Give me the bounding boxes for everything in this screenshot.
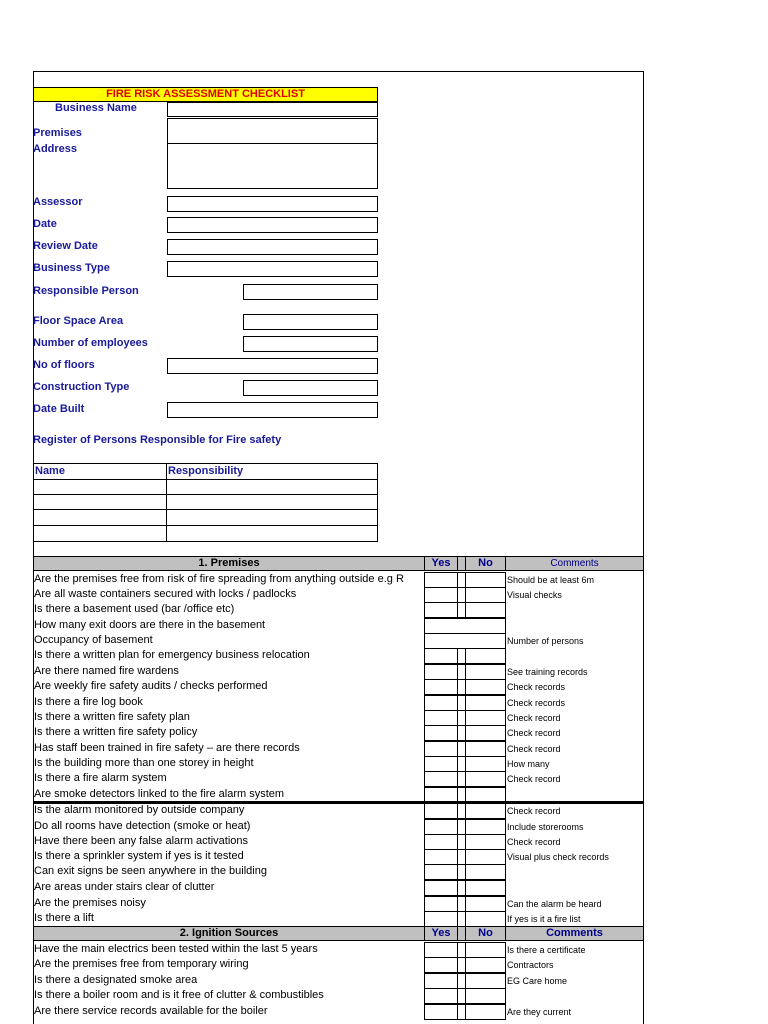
comment-text: EG Care home <box>507 976 568 986</box>
label-date: Date <box>33 218 57 230</box>
no-checkbox[interactable] <box>465 572 506 588</box>
comment-text: Check record <box>507 837 561 847</box>
label-business-type: Business Type <box>33 262 110 274</box>
register-cell[interactable] <box>33 479 167 495</box>
question-text: Has staff been trained in fire safety – are there records <box>34 742 300 754</box>
comment-text: Contractors <box>507 960 554 970</box>
no-checkbox[interactable] <box>465 803 506 819</box>
comment-text: Include storerooms <box>507 822 584 832</box>
section1-no-header: No <box>465 556 506 571</box>
yes-checkbox[interactable] <box>424 679 458 695</box>
label-date-built: Date Built <box>33 403 85 415</box>
no-checkbox[interactable] <box>465 1004 506 1020</box>
yes-checkbox[interactable] <box>424 973 458 989</box>
question-text: Is there a designated smoke area <box>34 974 198 986</box>
no-checkbox[interactable] <box>465 911 506 927</box>
date-built-field[interactable] <box>167 402 378 418</box>
no-checkbox[interactable] <box>465 973 506 989</box>
no-checkbox[interactable] <box>465 710 506 726</box>
register-title: Register of Persons Responsible for Fire safety <box>33 434 282 446</box>
yes-checkbox[interactable] <box>424 957 458 973</box>
section2-no-header: No <box>465 926 506 941</box>
comment-text: Check records <box>507 698 566 708</box>
question-text: Are the premises free from temporary wiring <box>34 958 249 970</box>
question-text: Is there a lift <box>34 912 94 924</box>
register-cell[interactable] <box>166 494 378 510</box>
question-text: Is the alarm monitored by outside company <box>34 804 245 816</box>
label-review-date: Review Date <box>33 240 98 252</box>
business-name-field[interactable] <box>167 102 378 117</box>
yes-checkbox[interactable] <box>424 710 458 726</box>
comment-text: Can the alarm be heard <box>507 899 602 909</box>
yes-checkbox[interactable] <box>424 1004 458 1020</box>
section1-yes-header: Yes <box>424 556 458 571</box>
question-text: Are there named fire wardens <box>34 665 179 677</box>
no-checkbox[interactable] <box>465 849 506 865</box>
question-text: Is there a written fire safety policy <box>34 726 198 738</box>
yes-checkbox[interactable] <box>424 819 458 835</box>
question-text: How many exit doors are there in the basement <box>34 619 266 631</box>
question-text: Are the premises noisy <box>34 897 146 909</box>
register-cell[interactable] <box>33 525 167 542</box>
question-text: Have there been any false alarm activations <box>34 835 249 847</box>
question-text: Do all rooms have detection (smoke or heat) <box>34 820 251 832</box>
comment-text: Is there a certificate <box>507 945 586 955</box>
question-text: Is there a written plan for emergency business relocation <box>34 649 310 661</box>
section1-comments-header: Comments <box>505 556 644 571</box>
no-checkbox[interactable] <box>465 587 506 603</box>
question-text: Occupancy of basement <box>34 634 153 646</box>
register-header-name: Name <box>33 463 167 480</box>
register-cell[interactable] <box>166 479 378 495</box>
section-divider <box>33 801 644 804</box>
question-text: Are the premises free from risk of fire spreading from anything outside e.g R <box>34 573 404 585</box>
label-floor-space: Floor Space Area <box>33 315 124 327</box>
no-checkbox[interactable] <box>465 741 506 757</box>
comment-text: Number of persons <box>507 636 584 646</box>
answer-cell[interactable] <box>424 618 506 634</box>
label-floors: No of floors <box>33 359 95 371</box>
review-date-field[interactable] <box>167 239 378 255</box>
question-text: Is there a fire alarm system <box>34 772 167 784</box>
label-employees: Number of employees <box>33 337 148 349</box>
label-assessor: Assessor <box>33 196 83 208</box>
register-cell[interactable] <box>166 509 378 526</box>
question-text: Is there a sprinkler system if yes is it tested <box>34 850 244 862</box>
comment-text: Check records <box>507 682 566 692</box>
no-checkbox[interactable] <box>465 819 506 835</box>
comment-text: See training records <box>507 667 588 677</box>
label-responsible-person: Responsible Person <box>33 285 139 297</box>
register-cell[interactable] <box>33 494 167 510</box>
yes-checkbox[interactable] <box>424 664 458 680</box>
comment-text: Check record <box>507 806 561 816</box>
register-header-responsibility: Responsibility <box>166 463 378 480</box>
question-text: Is there a basement used (bar /office etc) <box>34 603 235 615</box>
no-checkbox[interactable] <box>465 756 506 772</box>
no-checkbox[interactable] <box>465 648 506 664</box>
answer-cell[interactable] <box>424 633 506 649</box>
register-cell[interactable] <box>33 509 167 526</box>
no-checkbox[interactable] <box>465 679 506 695</box>
comment-text: Visual plus check records <box>507 852 609 862</box>
comment-text: Check record <box>507 713 561 723</box>
yes-checkbox[interactable] <box>424 896 458 912</box>
question-text: Is the building more than one storey in height <box>34 757 254 769</box>
floors-field[interactable] <box>167 358 378 374</box>
responsible-person-field[interactable] <box>243 284 378 300</box>
yes-checkbox[interactable] <box>424 572 458 588</box>
label-premises: Premises <box>33 127 82 139</box>
question-text: Are areas under stairs clear of clutter <box>34 881 215 893</box>
comment-text: How many <box>507 759 550 769</box>
employees-field[interactable] <box>243 336 378 352</box>
no-checkbox[interactable] <box>465 725 506 741</box>
yes-checkbox[interactable] <box>424 849 458 865</box>
no-checkbox[interactable] <box>465 880 506 896</box>
date-field[interactable] <box>167 217 378 233</box>
yes-checkbox[interactable] <box>424 911 458 927</box>
question-text: Are smoke detectors linked to the fire alarm system <box>34 788 285 800</box>
question-text: Can exit signs be seen anywhere in the building <box>34 865 267 877</box>
yes-checkbox[interactable] <box>424 695 458 711</box>
no-checkbox[interactable] <box>465 695 506 711</box>
yes-checkbox[interactable] <box>424 602 458 618</box>
yes-checkbox[interactable] <box>424 587 458 603</box>
address-field[interactable] <box>167 143 378 189</box>
label-address: Address <box>33 143 78 155</box>
yes-checkbox[interactable] <box>424 834 458 850</box>
no-checkbox[interactable] <box>465 664 506 680</box>
no-checkbox[interactable] <box>465 771 506 787</box>
comment-text: Are they current <box>507 1007 572 1017</box>
business-type-field[interactable] <box>167 261 378 277</box>
no-checkbox[interactable] <box>465 602 506 618</box>
comment-text: Check record <box>507 744 561 754</box>
comment-text: Visual checks <box>507 590 562 600</box>
construction-field[interactable] <box>243 380 378 396</box>
yes-checkbox[interactable] <box>424 771 458 787</box>
question-text: Have the main electrics been tested within the last 5 years <box>34 943 318 955</box>
question-text: Is there a boiler room and is it free of clutter & combustibles <box>34 989 324 1001</box>
floor-space-field[interactable] <box>243 314 378 330</box>
yes-checkbox[interactable] <box>424 864 458 880</box>
question-text: Are there service records available for the boiler <box>34 1005 268 1017</box>
no-checkbox[interactable] <box>465 834 506 850</box>
yes-checkbox[interactable] <box>424 648 458 664</box>
section2-comments-header: Comments <box>505 926 644 941</box>
label-construction: Construction Type <box>33 381 130 393</box>
premises-field[interactable] <box>167 118 378 144</box>
question-text: Is there a written fire safety plan <box>34 711 190 723</box>
register-table <box>33 463 378 542</box>
label-business-name: Business Name <box>55 102 137 114</box>
no-checkbox[interactable] <box>465 957 506 973</box>
question-text: Are weekly fire safety audits / checks performed <box>34 680 268 692</box>
no-checkbox[interactable] <box>465 988 506 1004</box>
page-title: FIRE RISK ASSESSMENT CHECKLIST <box>33 87 378 102</box>
section1-title: 1. Premises <box>33 556 425 571</box>
yes-checkbox[interactable] <box>424 942 458 958</box>
no-checkbox[interactable] <box>465 942 506 958</box>
yes-checkbox[interactable] <box>424 803 458 819</box>
no-checkbox[interactable] <box>465 864 506 880</box>
comment-text: Check record <box>507 774 561 784</box>
yes-checkbox[interactable] <box>424 988 458 1004</box>
yes-checkbox[interactable] <box>424 756 458 772</box>
comment-text: Check record <box>507 728 561 738</box>
register-cell[interactable] <box>166 525 378 542</box>
comment-text: If yes is it a fire list <box>507 914 581 924</box>
section2-yes-header: Yes <box>424 926 458 941</box>
assessor-field[interactable] <box>167 196 378 212</box>
no-checkbox[interactable] <box>465 896 506 912</box>
question-text: Is there a fire log book <box>34 696 143 708</box>
question-text: Are all waste containers secured with locks / padlocks <box>34 588 297 600</box>
comment-text: Should be at least 6m <box>507 575 595 585</box>
section2-title: 2. Ignition Sources <box>33 926 425 941</box>
yes-checkbox[interactable] <box>424 741 458 757</box>
yes-checkbox[interactable] <box>424 880 458 896</box>
yes-checkbox[interactable] <box>424 725 458 741</box>
